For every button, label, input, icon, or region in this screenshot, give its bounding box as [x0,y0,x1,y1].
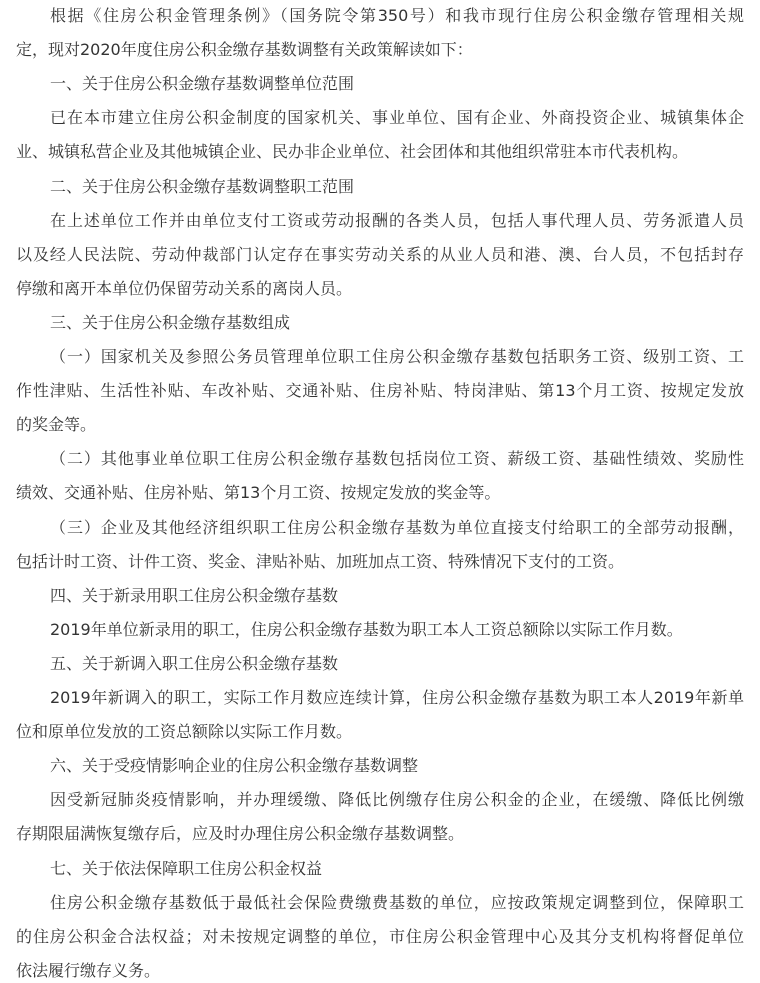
section-heading-line: 三、关于住房公积金缴存基数组成 [50,312,291,332]
paragraph-line: （一）国家机关及参照公务员管理单位职工住房公积金缴存基数包括职务工资、级别工资、工 [50,347,744,366]
section-heading-line: 六、关于受疫情影响企业的住房公积金缴存基数调整 [50,756,419,776]
paragraph-line: 以及经人民法院、劳动仲裁部门认定存在事实劳动关系的从业人员和港、澳、台人员，不包括封存 [16,244,744,264]
paragraph-line: 的住房公积金合法权益；对未按规定调整的单位，市住房公积金管理中心及其分支机构将督促单位 [16,926,744,946]
paragraph-line: 绩效、交通补贴、住房补贴、第13个月工资、按规定发放的奖金等。 [16,483,501,503]
paragraph-line: 定，现对2020年度住房公积金缴存基数调整有关政策解读如下： [16,40,473,60]
section-heading-line: 五、关于新调入职工住房公积金缴存基数 [50,653,339,673]
paragraph-line: 根据《住房公积金管理条例》（国务院令第350号）和我市现行住房公积金缴存管理相关规 [50,6,744,25]
paragraph-line: （三）企业及其他经济组织职工住房公积金缴存基数为单位直接支付给职工的全部劳动报酬， [50,517,744,537]
section-heading-line: 七、关于依法保障职工住房公积金权益 [50,858,323,878]
paragraph-line: 位和原单位发放的工资总额除以实际工作月数。 [16,722,353,742]
paragraph-line: 依法履行缴存义务。 [16,960,161,980]
paragraph-line: 因受新冠肺炎疫情影响，并办理缓缴、降低比例缴存住房公积金的企业，在缓缴、降低比例缴 [50,790,744,810]
section-heading-line: 四、关于新录用职工住房公积金缴存基数 [50,585,339,605]
paragraph-line: 作性津贴、生活性补贴、车改补贴、交通补贴、住房补贴、特岗津贴、第13个月工资、按规定发放 [16,381,744,401]
paragraph-line: 的奖金等。 [16,415,97,435]
section-heading-line: 二、关于住房公积金缴存基数调整职工范围 [50,176,355,196]
paragraph-line: 业、城镇私营企业及其他城镇企业、民办非企业单位、社会团体和其他组织常驻本市代表机构。 [16,142,689,162]
paragraph-line: （二）其他事业单位职工住房公积金缴存基数包括岗位工资、薪级工资、基础性绩效、奖励性 [50,449,744,469]
paragraph-line: 住房公积金缴存基数低于最低社会保险费缴费基数的单位，应按政策规定调整到位，保障职工 [50,892,744,912]
paragraph-line: 在上述单位工作并由单位支付工资或劳动报酬的各类人员，包括人事代理人员、劳务派遣人员 [50,210,744,230]
paragraph-line: 存期限届满恢复缴存后，应及时办理住房公积金缴存基数调整。 [16,824,465,844]
paragraph-line: 包括计时工资、计件工资、奖金、津贴补贴、加班加点工资、特殊情况下支付的工资。 [16,551,625,571]
section-heading-line: 一、关于住房公积金缴存基数调整单位范围 [50,74,355,94]
paragraph-line: 2019年新调入的职工，实际工作月数应连续计算，住房公积金缴存基数为职工本人2019年新单 [50,688,744,707]
section-heading-line: 2019年单位新录用的职工，住房公积金缴存基数为职工本人工资总额除以实际工作月数。 [50,619,683,639]
paragraph-line: 停缴和离开本单位仍保留劳动关系的离岗人员。 [16,278,353,298]
paragraph-line: 已在本市建立住房公积金制度的国家机关、事业单位、国有企业、外商投资企业、城镇集体企 [50,108,744,128]
